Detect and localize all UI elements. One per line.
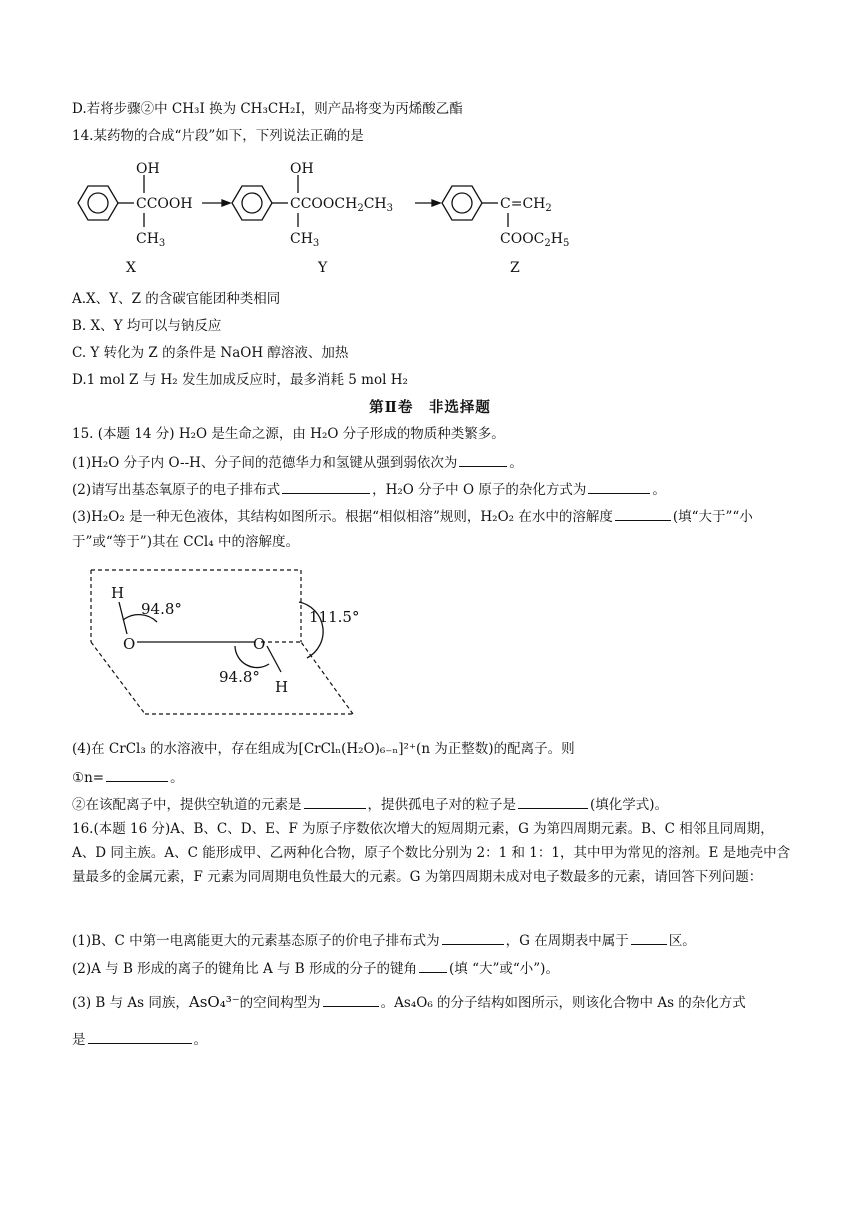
answer-blank[interactable] [419, 958, 447, 973]
q14-reaction-scheme [70, 155, 600, 280]
q16-part3-text-c: 。As₄O₆ 的分子结构如图所示，则该化合物中 As 的杂化方式 [380, 995, 746, 1011]
aso4-formula: AsO₄³⁻ [188, 993, 240, 1011]
atom-o-left: O [123, 635, 136, 653]
angle-label-1: 94.8° [141, 600, 182, 618]
atom-o-right: O [253, 635, 266, 653]
q16-stem: 16.(本题 16 分)A、B、C、D、E、F 为原子序数依次增大的短周期元素，G 为第四周期元素。B、C 相邻且同周期，A、D 同主族。A、C 能形成甲、乙两种化合物，原子个数比分别为 2：1 和 1：1，其中甲为常见的溶剂。E 是地壳中含量最多的金属元素，F 元素为同周期电负性最大的元素。G 为第四周期未成对电子数最多的元素，请回答下列问题： [72, 821, 791, 885]
q15-part2-text-a: (2)请写出基态氧原子的电子排布式 [72, 482, 281, 498]
q15-part2-text-b: ，H₂O 分子中 O 原子的杂化方式为 [372, 482, 587, 498]
q16-part1-text-c: 区。 [668, 933, 696, 949]
q15-part4-2-text-a: ②在该配离子中，提供空轨道的元素是 [72, 797, 302, 813]
q15-part4-2 [72, 794, 668, 814]
q14-option-d: D.1 mol Z 与 H₂ 发生加成反应时，最多消耗 5 mol H₂ [72, 372, 408, 388]
answer-blank[interactable] [588, 479, 650, 494]
q15-part4: (4)在 CrCl₃ 的水溶液中，存在组成为[CrClₙ(H₂O)₆₋ₙ]²⁺(n 为正整数)的配离子。则 [72, 741, 575, 757]
q16-part2-text-a: (2)A 与 B 形成的离子的键角比 A 与 B 形成的分子的键角 [72, 961, 418, 977]
q14-stem: 14.某药物的合成“片段”如下，下列说法正确的是 [72, 128, 364, 144]
answer-blank[interactable] [88, 1029, 192, 1044]
q13-option-d: D.若将步骤②中 CH₃I 换为 CH₃CH₂I，则产品将变为丙烯酸乙酯 [72, 101, 463, 117]
angle-label-3: 111.5° [309, 608, 360, 626]
q14-option-c: C. Y 转化为 Z 的条件是 NaOH 醇溶液、加热 [72, 345, 349, 361]
q15-part4-2-text-b: ，提供孤电子对的粒子是 [367, 797, 516, 813]
q16-part3 [72, 992, 746, 1012]
atom-ch3-x: $CH_3$ [136, 231, 166, 249]
label-x: X [126, 260, 136, 276]
q16-part1-text-b: ，G 在周期表中属于 [505, 933, 629, 949]
answer-blank[interactable] [282, 479, 370, 494]
answer-blank[interactable] [631, 930, 667, 945]
answer-blank[interactable] [615, 506, 671, 521]
group-z-top: $C=CH_2$ [500, 196, 552, 214]
q15-part2-end: 。 [652, 482, 666, 498]
label-y: Y [318, 260, 328, 276]
q16-part3-cont [72, 1029, 207, 1049]
q16-part1-text-a: (1)B、C 中第一电离能更大的元素基态原子的价电子排布式为 [72, 933, 440, 949]
q15-part3 [72, 506, 753, 526]
group-z-bottom: $COOC_2H_5$ [500, 231, 570, 249]
answer-blank[interactable] [106, 767, 168, 782]
q16-part3-text-d: 是 [72, 1032, 86, 1048]
h2o2-structure-figure [85, 562, 365, 717]
q15-part2 [72, 479, 666, 499]
q14-option-a: A.X、Y、Z 的含碳官能团种类相同 [72, 291, 281, 307]
q16-part3-text-b: 的空间构型为 [239, 995, 321, 1011]
answer-blank[interactable] [459, 452, 507, 467]
atom-ch3-y: $CH_3$ [290, 231, 320, 249]
q16-part2-text-b: (填 “大”或“小”)。 [449, 961, 559, 977]
q15-part3-cont: 于”或“等于”)其在 CCl₄ 中的溶解度。 [72, 534, 299, 550]
group-x: CCOOH [136, 196, 193, 212]
answer-blank[interactable] [442, 930, 504, 945]
angle-label-2: 94.8° [219, 668, 260, 686]
atom-h-bottom: H [275, 678, 289, 696]
q15-part4-1-text: ①n= [72, 770, 105, 786]
q15-stem: 15. (本题 14 分) H₂O 是生命之源，由 H₂O 分子形成的物质种类繁多。 [72, 426, 505, 442]
q15-part4-1 [72, 767, 184, 787]
q15-part4-2-text-c: (填化学式)。 [590, 797, 669, 813]
q15-part3-text-b: (填“大于”“小 [672, 509, 753, 525]
q16-part2 [72, 958, 559, 978]
answer-blank[interactable] [323, 992, 379, 1007]
q15-part4-1-end: 。 [170, 770, 184, 786]
q15-part1 [72, 452, 523, 472]
q15-part3-text-a: (3)H₂O₂ 是一种无色液体，其结构如图所示。根据“相似相溶”规则，H₂O₂ 在水中的溶解度 [72, 509, 613, 525]
atom-oh-x: OH [136, 161, 160, 177]
answer-blank[interactable] [518, 794, 588, 809]
answer-blank[interactable] [304, 794, 366, 809]
q14-option-b: B. X、Y 均可以与钠反应 [72, 318, 222, 334]
section-title: 第Ⅱ卷 非选择题 [369, 399, 491, 416]
group-y: $CCOOCH_2CH_3$ [290, 196, 393, 214]
atom-h-top: H [111, 584, 125, 602]
atom-oh-y: OH [290, 161, 314, 177]
q16-part1 [72, 930, 696, 950]
q15-part1-end: 。 [509, 455, 523, 471]
label-z: Z [510, 260, 520, 276]
q16-part3-text-a: (3) B 与 As 同族， [72, 995, 189, 1011]
q16-part3-end: 。 [193, 1032, 207, 1048]
q15-part1-text: (1)H₂O 分子内 O--H、分子间的范德华力和氢键从强到弱依次为 [72, 455, 458, 471]
